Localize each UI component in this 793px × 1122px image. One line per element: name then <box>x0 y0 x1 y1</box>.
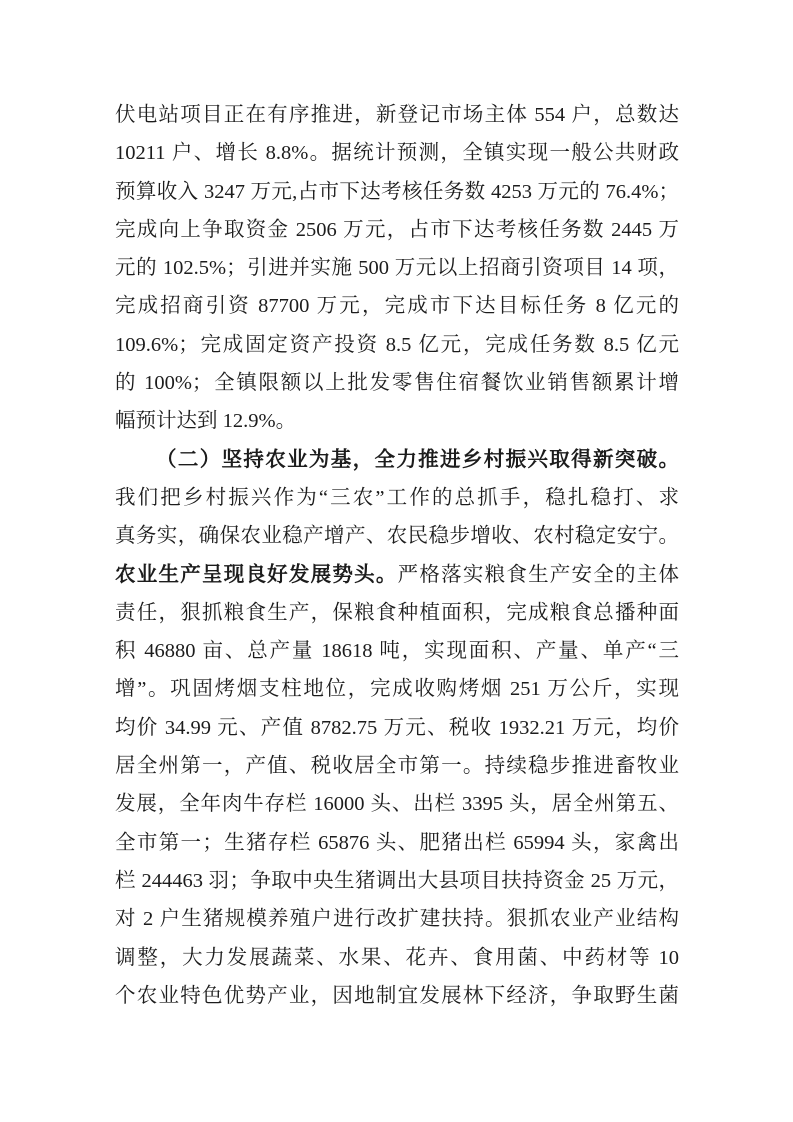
text-line <box>115 134 679 172</box>
text-run: 栏 244463 羽；争取中央生猪调出大县项目扶持资金 25 万元， <box>115 869 679 892</box>
text-line <box>115 96 679 134</box>
text-run: 伏电站项目正在有序推进，新登记市场主体 554 户，总数达 <box>115 104 679 126</box>
text-run: 发展，全年肉牛存栏 16000 头、出栏 3395 头，居全州第五、 <box>115 793 679 816</box>
text-run: 增”。巩固烤烟支柱地位，完成收购烤烟 251 万公斤，实现 <box>115 678 679 701</box>
text-run: 积 46880 亩、总产量 18618 吨，实现面积、产量、单产“三 <box>115 640 679 663</box>
text-line <box>115 364 679 402</box>
text-line <box>115 402 679 440</box>
text-line <box>115 747 679 785</box>
emphasis-text-run: 农业生产呈现良好发展势头。 <box>115 563 398 586</box>
text-run: 完成招商引资 87700 万元，完成市下达目标任务 8 亿元的 <box>115 295 679 318</box>
text-line <box>115 556 679 594</box>
text-run: 全市第一；生猪存栏 65876 头、肥猪出栏 65994 头，家禽出 <box>115 831 679 854</box>
text-run: 对 2 户生猪规模养殖户进行改扩建扶持。狠抓农业产业结构 <box>115 908 679 931</box>
text-line <box>115 173 679 211</box>
text-run: 元的 102.5%；引进并实施 500 万元以上招商引资项目 14 项， <box>115 257 679 280</box>
text-line <box>115 862 679 900</box>
text-line <box>115 287 679 325</box>
text-line <box>115 441 679 479</box>
text-line <box>115 517 679 555</box>
text-line <box>115 326 679 364</box>
text-line <box>115 670 679 708</box>
text-run: 居全州第一，产值、税收居全市第一。持续稳步推进畜牧业 <box>115 755 679 778</box>
text-run: 真务实，确保农业稳产增产、农民稳步增收、农村稳定安宁。 <box>115 525 679 548</box>
text-run: 完成向上争取资金 2506 万元，占市下达考核任务数 2445 万 <box>115 218 679 241</box>
text-line <box>115 709 679 747</box>
text-run: 严格落实粮食生产安全的主体 <box>397 563 679 586</box>
text-line <box>115 785 679 823</box>
text-run: 10211 户、增长 8.8%。据统计预测，全镇实现一般公共财政 <box>115 142 679 165</box>
paragraph-section-2-rural-revitalization <box>115 441 679 1015</box>
text-line <box>115 479 679 517</box>
text-run: 调整，大力发展蔬菜、水果、花卉、食用菌、中药材等 10 <box>115 946 679 969</box>
text-line <box>115 632 679 670</box>
text-line <box>115 211 679 249</box>
document-text-block <box>115 96 679 1015</box>
text-run: 预算收入 3247 万元,占市下达考核任务数 4253 万元的 76.4%； <box>115 180 679 203</box>
text-line <box>115 900 679 938</box>
text-run: 责任，狠抓粮食生产，保粮食种植面积，完成粮食总播种面 <box>115 601 679 624</box>
paragraph-economy-carryover <box>115 96 679 441</box>
text-run: 的 100%；全镇限额以上批发零售住宿餐饮业销售额累计增 <box>115 372 679 395</box>
text-run: 幅预计达到 12.9%。 <box>115 410 297 433</box>
text-run: 109.6%；完成固定资产投资 8.5 亿元，完成任务数 8.5 亿元 <box>115 333 679 356</box>
text-line <box>115 594 679 632</box>
text-line <box>115 977 679 1015</box>
text-run: 均价 34.99 元、产值 8782.75 万元、税收 1932.21 万元，均价 <box>115 716 679 739</box>
emphasis-text-run: （二）坚持农业为基，全力推进乡村振兴取得新突破。 <box>156 448 679 471</box>
text-run: 我们把乡村振兴作为“三农”工作的总抓手，稳扎稳打、求 <box>115 486 679 509</box>
text-line <box>115 249 679 287</box>
text-line <box>115 939 679 977</box>
text-run: 个农业特色优势产业，因地制宜发展林下经济，争取野生菌 <box>115 984 679 1007</box>
text-line <box>115 824 679 862</box>
